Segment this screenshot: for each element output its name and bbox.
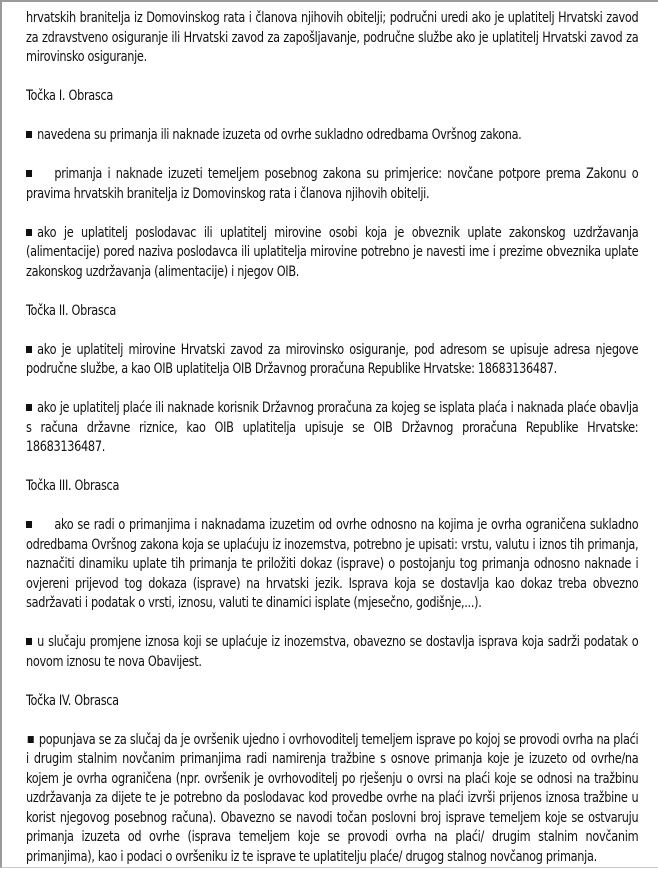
section-heading: Točka II. Obrasca [26, 301, 117, 319]
section-heading: Točka I. Obrasca [26, 87, 114, 104]
section-tocka-iii [26, 476, 638, 671]
square-bullet-icon [26, 170, 32, 177]
section-tocka-ii [26, 301, 638, 457]
list-item [26, 730, 638, 867]
list-item-text: u slučaju promjene iznosa koji se uplaćuje iz inozemstva, obavezno se dostavlja isprava koja sadrži podatak o novom iznosu te nova Obavijest. [26, 633, 639, 670]
square-bullet-icon [26, 638, 32, 645]
list-item [26, 223, 638, 282]
section-heading: Točka III. Obrasca [26, 477, 120, 494]
section-heading: Točka IV. Obrasca [26, 691, 119, 709]
square-bullet-icon [26, 521, 32, 528]
list-item-text: primanja i naknade izuzeti temeljem posebnog zakona su primjerice: novčane potpore prema Zakonu o pravima hrvatskih branitelja iz Domovinskog rata i članova njihovih obitelji. [26, 165, 639, 202]
list-item [26, 125, 638, 145]
list-item-text: popunjava se za slučaj da je ovršenik ujedno i ovrhovoditelj temeljem isprave po kojoj se provodi ovrha na plaći i drugim stalnim novčanim primanjima radi namirenja tražbine s osnove primanja koje je izuzeto od ovrhe/na kojem je ovrha ograničena (npr. ovršenik je ovrhovoditelj po rješenju o ovrsi na plaći koje se odnosi na tražbinu uzdržavanja za dijete te je potrebno da poslodavac kod provedbe ovrhe na plaći izvrši prijenos iznosa tražbine u korist njegovog posebnog računa). Obavezno se navodi točan poslovni broj isprave temeljem koje se ostvaruju primanja izuzeta od ovrhe (isprava temeljem koje se provodi ovrha na plaći/ drugim stalnim novčanim primanjima), kao i podaci o ovršeniku iz te isprave te uplatitelju plaće/ drugog stalnog novčanog primanja. [26, 730, 639, 865]
square-bullet-icon [28, 736, 34, 743]
list-item-text: ako je uplatitelj plaće ili naknade korisnik Državnog proračuna za kojeg se isplata plaća i naknada plaće obavlja s računa državne riznice, kao OIB uplatitelja upisuje se OIB Državnog proračuna Republike Hrvatske: 18683136487. [26, 399, 639, 455]
list-item-text: ako je uplatitelj mirovine Hrvatski zavod za mirovinsko osiguranje, pod adresom se upisuje adresa njegove područne službe, a kao OIB uplatitelja OIB Državnog proračuna Republike Hrvatske: 18683136487. [26, 340, 639, 377]
square-bullet-icon [26, 346, 32, 353]
section-tocka-iv [26, 691, 638, 867]
square-bullet-icon [26, 404, 32, 411]
document-body [26, 8, 638, 886]
list-item-text: ako se radi o primanjima i naknadama izuzetim od ovrhe odnosno na kojima je ovrha ograničena sukladno odredbama Ovršnog zakona koja se uplaćuju iz inozemstva, potrebno je upisati: vrstu, valutu i iznos tih primanja, naznačiti dinamiku uplate tih primanja te priložiti dokaz (isprave) o postojanju tog primanja odnosno naknade i ovjereni prijevod tog dokaza (isprave) na hrvatski jezik. Isprava koja se dostavlja kao dokaz treba obvezno sadržavati i podatak o vrsti, iznosu, valuti te dinamici isplate (mjesečno, godišnje,...). [26, 516, 639, 611]
list-item [26, 632, 638, 671]
list-item-text: navedena su primanja ili naknade izuzeta od ovrhe sukladno odredbama Ovršnog zakona. [37, 126, 522, 143]
intro-paragraph: hrvatskih branitelja iz Domovinskog rata i članova njihovih obitelji; područni uredi ako je uplatitelj Hrvatski zavod za zdravstveno osiguranje ili Hrvatski zavod za zapošljavanje, područne službe ako je uplatitelj Hrvatski zavod za mirovinsko osiguranje. [26, 9, 639, 65]
list-item [26, 398, 638, 457]
square-bullet-icon [26, 229, 32, 236]
list-item [26, 164, 638, 203]
list-item [26, 515, 638, 613]
square-bullet-icon [26, 131, 32, 138]
section-tocka-i [26, 86, 638, 281]
list-item [26, 340, 638, 379]
list-item-text: ako je uplatitelj poslodavac ili uplatitelj mirovine osobi koja je obveznik uplate zakonskog uzdržavanja (alimentacije) pored naziva poslodavca ili uplatitelja mirovine potrebno je navesti ime i prezime obveznika uplate zakonskog uzdržavanja (alimentacije) i njegov OIB. [26, 223, 639, 280]
